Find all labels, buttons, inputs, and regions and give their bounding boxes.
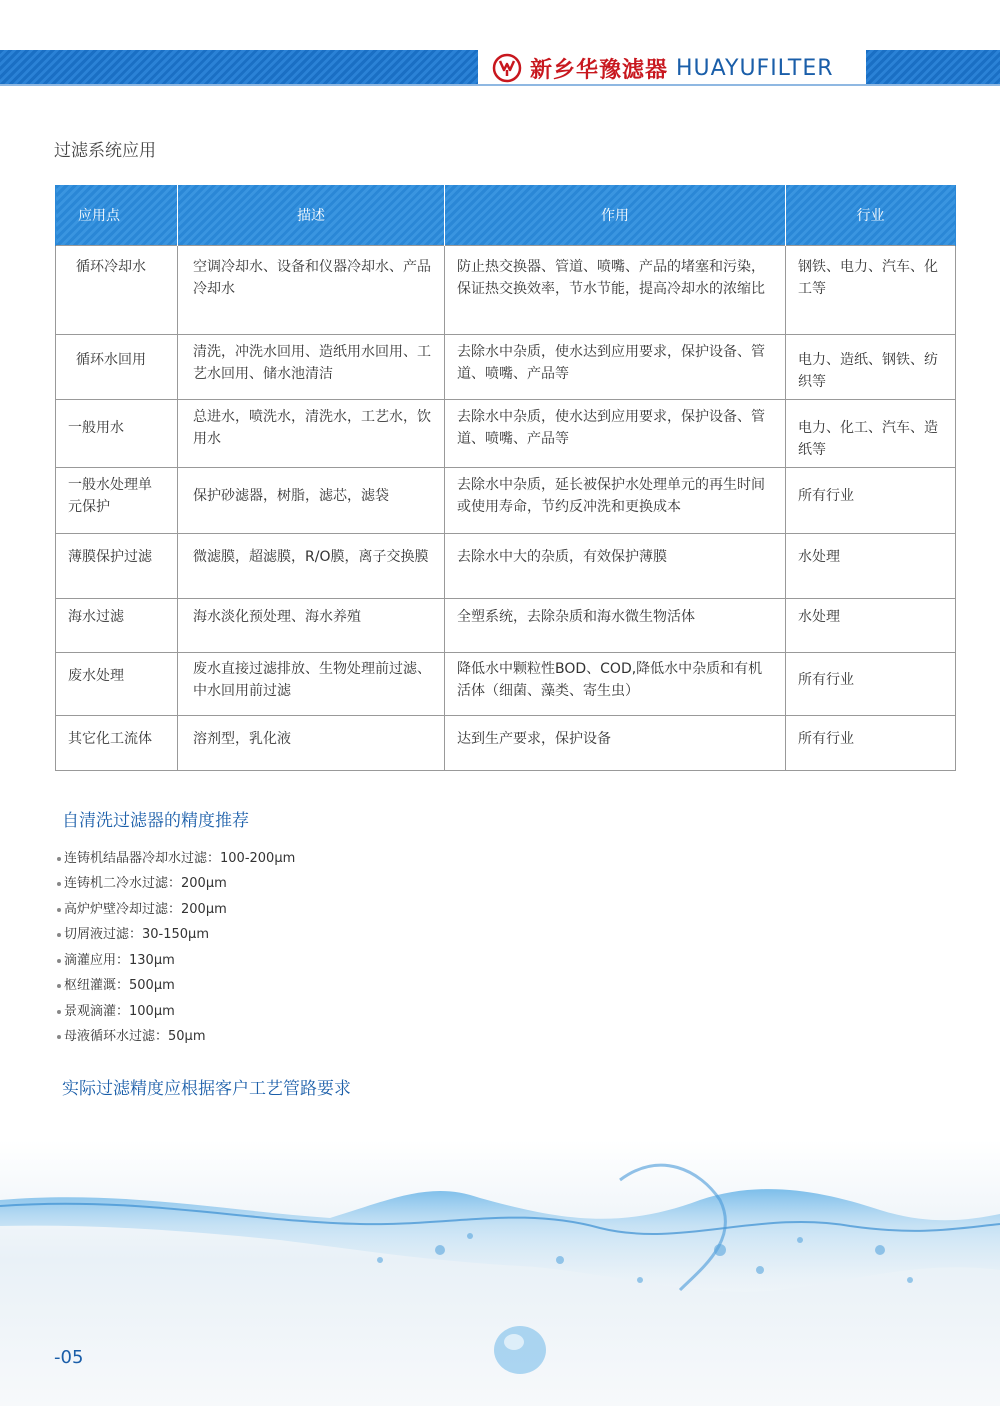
cell-effect: 降低水中颗粒性BOD、COD,降低水中杂质和有机活体（细菌、藻类、寄生虫） — [445, 653, 786, 716]
brand-name-en: HUAYUFILTER — [676, 55, 834, 81]
brand — [492, 50, 834, 86]
cell-point: 薄膜保护过滤 — [56, 534, 178, 599]
list-item-text: 高炉炉壁冷却过滤：200μm — [64, 901, 227, 917]
cell-industry: 水处理 — [786, 534, 956, 599]
cell-description: 微滤膜，超滤膜，R/O膜，离子交换膜 — [178, 534, 445, 599]
cell-point: 废水处理 — [56, 653, 178, 716]
page-number: -05 — [54, 1347, 84, 1368]
cell-industry: 电力、造纸、钢铁、纺织等 — [786, 335, 956, 400]
table-row — [56, 716, 956, 771]
precision-title: 自清洗过滤器的精度推荐 — [62, 811, 249, 831]
cell-description: 海水淡化预处理、海水养殖 — [178, 599, 445, 653]
header-stripe-right — [866, 50, 1000, 84]
table-row — [56, 400, 956, 468]
list-item-text: 景观滴灌：100μm — [64, 1003, 175, 1019]
table-header-row — [56, 185, 956, 246]
column-header-effect: 作用 — [445, 185, 786, 246]
cell-effect: 全塑系统，去除杂质和海水微生物活体 — [445, 599, 786, 653]
list-item — [57, 872, 295, 898]
cell-industry: 电力、化工、汽车、造纸等 — [786, 400, 956, 468]
cell-description: 清洗，冲洗水回用、造纸用水回用、工艺水回用、储水池清洁 — [178, 335, 445, 400]
bullet-icon — [57, 933, 61, 937]
header-stripe-left — [0, 50, 478, 84]
column-header-point: 应用点 — [56, 185, 178, 246]
cell-point: 一般水处理单元保护 — [56, 468, 178, 534]
cell-description: 空调冷却水、设备和仪器冷却水、产品冷却水 — [178, 246, 445, 335]
cell-effect: 去除水中杂质，使水达到应用要求，保护设备、管道、喷嘴、产品等 — [445, 400, 786, 468]
cell-industry: 水处理 — [786, 599, 956, 653]
list-item-text: 连铸机二冷水过滤：200μm — [64, 876, 227, 892]
bullet-icon — [57, 882, 61, 886]
brand-name-cn: 新乡华豫滤器 — [530, 57, 669, 83]
table-row — [56, 534, 956, 599]
cell-point: 一般用水 — [56, 400, 178, 468]
cell-description: 废水直接过滤排放、生物处理前过滤、中水回用前过滤 — [178, 653, 445, 716]
section-title: 过滤系统应用 — [54, 141, 156, 161]
water-splash-image — [0, 1140, 1000, 1406]
cell-description: 总进水，喷洗水，清洗水，工艺水，饮用水 — [178, 400, 445, 468]
bullet-icon — [57, 1010, 61, 1014]
column-header-description: 描述 — [178, 185, 445, 246]
cell-description: 溶剂型，乳化液 — [178, 716, 445, 771]
precision-note: 实际过滤精度应根据客户工艺管路要求 — [62, 1079, 351, 1099]
list-item — [57, 1025, 295, 1051]
list-item-text: 连铸机结晶器冷却水过滤：100-200μm — [64, 850, 296, 866]
bullet-icon — [57, 984, 61, 988]
application-table — [55, 185, 956, 771]
column-header-industry: 行业 — [786, 185, 956, 246]
cell-industry: 所有行业 — [786, 653, 956, 716]
cell-industry: 所有行业 — [786, 468, 956, 534]
bullet-icon — [57, 857, 61, 861]
bullet-icon — [57, 908, 61, 912]
cell-effect: 达到生产要求，保护设备 — [445, 716, 786, 771]
cell-effect: 去除水中杂质，使水达到应用要求，保护设备、管道、喷嘴、产品等 — [445, 335, 786, 400]
list-item — [57, 974, 295, 1000]
table-row — [56, 335, 956, 400]
precision-list — [57, 846, 295, 1050]
cell-effect: 去除水中大的杂质，有效保护薄膜 — [445, 534, 786, 599]
bullet-icon — [57, 959, 61, 963]
cell-effect: 防止热交换器、管道、喷嘴、产品的堵塞和污染，保证热交换效率，节水节能，提高冷却水的浓缩比 — [445, 246, 786, 335]
bullet-icon — [57, 1035, 61, 1039]
list-item — [57, 948, 295, 974]
list-item-text: 滴灌应用：130μm — [64, 952, 175, 968]
cell-industry: 钢铁、电力、汽车、化工等 — [786, 246, 956, 335]
list-item — [57, 897, 295, 923]
table-row — [56, 599, 956, 653]
list-item-text: 切屑液过滤：30-150μm — [64, 927, 209, 943]
table-row — [56, 246, 956, 335]
brand-logo-icon — [492, 53, 522, 83]
cell-description: 保护砂滤器，树脂，滤芯，滤袋 — [178, 468, 445, 534]
list-item — [57, 999, 295, 1025]
list-item-text: 枢纽灌溉：500μm — [64, 978, 175, 994]
list-item — [57, 923, 295, 949]
cell-point: 循环冷却水 — [56, 246, 178, 335]
cell-effect: 去除水中杂质，延长被保护水处理单元的再生时间或使用寿命，节约反冲洗和更换成本 — [445, 468, 786, 534]
cell-industry: 所有行业 — [786, 716, 956, 771]
cell-point: 其它化工流体 — [56, 716, 178, 771]
cell-point: 海水过滤 — [56, 599, 178, 653]
cell-point: 循环水回用 — [56, 335, 178, 400]
table-row — [56, 468, 956, 534]
table-row — [56, 653, 956, 716]
list-item — [57, 846, 295, 872]
list-item-text: 母液循环水过滤：50μm — [64, 1029, 206, 1045]
